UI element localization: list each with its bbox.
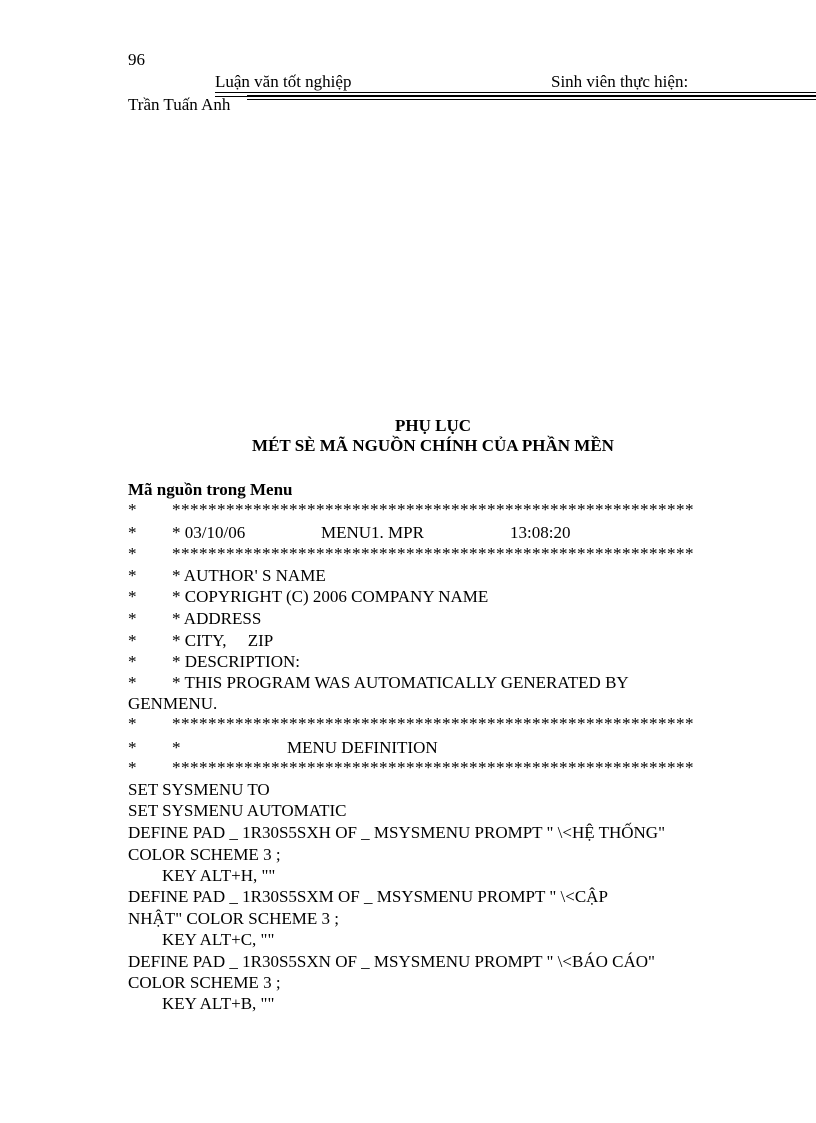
comment-marker: * (128, 631, 137, 650)
comment-marker: * (128, 738, 137, 757)
comment-address: * ADDRESS (172, 609, 262, 628)
code-line: DEFINE PAD _ 1R30S5SXN OF _ MSYSMENU PROMPT " \<BÁO CÁO" (128, 952, 655, 971)
stars-line: ********************************************************** (172, 758, 694, 777)
code-line: SET SYSMENU AUTOMATIC (128, 801, 347, 820)
header-right-title: Sinh viên thực hiện: (551, 72, 689, 91)
comment-marker: * (128, 523, 137, 542)
stars-line: ********************************************************** (172, 544, 694, 563)
code-line: DEFINE PAD _ 1R30S5SXM OF _ MSYSMENU PROMPT " \<CẬP (128, 887, 608, 906)
code-line: COLOR SCHEME 3 ; (128, 845, 281, 864)
code-line: KEY ALT+H, "" (128, 866, 276, 885)
header-left-title: Luận văn tốt nghiệp (215, 72, 352, 91)
comment-copyright: * COPYRIGHT (C) 2006 COMPANY NAME (172, 587, 489, 606)
comment-marker: * (128, 566, 137, 585)
comment-marker: * (128, 652, 137, 671)
comment-author-name: * AUTHOR' S NAME (172, 566, 326, 585)
code-line: COLOR SCHEME 3 ; (128, 973, 281, 992)
comment-marker: * (128, 673, 137, 692)
stars-line: ********************************************************** (172, 714, 694, 733)
code-line: DEFINE PAD _ 1R30S5SXH OF _ MSYSMENU PROMPT " \<HỆ THỐNG" (128, 823, 666, 842)
code-line: NHẬT" COLOR SCHEME 3 ; (128, 909, 339, 928)
comment-city: * CITY, ZIP (172, 631, 274, 650)
comment-marker: * (128, 609, 137, 628)
comment-file: MENU1. MPR (321, 523, 424, 542)
section-heading: Mã nguồn trong Menu (128, 480, 293, 499)
comment-generated: * THIS PROGRAM WAS AUTOMATICALLY GENERATED BY (172, 673, 629, 692)
comment-marker: * (128, 500, 137, 519)
comment-marker: * (128, 587, 137, 606)
code-line: SET SYSMENU TO (128, 780, 270, 799)
header-author: Trần Tuấn Anh (128, 95, 231, 114)
comment-marker: * (128, 714, 137, 733)
stars-line: ********************************************************** (172, 500, 694, 519)
page-number: 96 (128, 50, 145, 69)
comment-menu-star: * (172, 738, 181, 757)
appendix-subtitle: MÉT SÈ MÃ NGUỒN CHÍNH CỦA PHẦN MỀN (252, 436, 614, 455)
comment-generated-cont: GENMENU. (128, 694, 218, 713)
appendix-title: PHỤ LỤC (394, 416, 472, 435)
comment-marker: * (128, 758, 137, 777)
comment-menu-definition: MENU DEFINITION (287, 738, 438, 757)
comment-marker: * (128, 544, 137, 563)
code-line: KEY ALT+B, "" (128, 994, 275, 1013)
comment-time: 13:08:20 (510, 523, 571, 542)
code-line: KEY ALT+C, "" (128, 930, 275, 949)
header-rule-bottom (247, 95, 816, 100)
comment-date: * 03/10/06 (172, 523, 246, 542)
comment-description: * DESCRIPTION: (172, 652, 300, 671)
